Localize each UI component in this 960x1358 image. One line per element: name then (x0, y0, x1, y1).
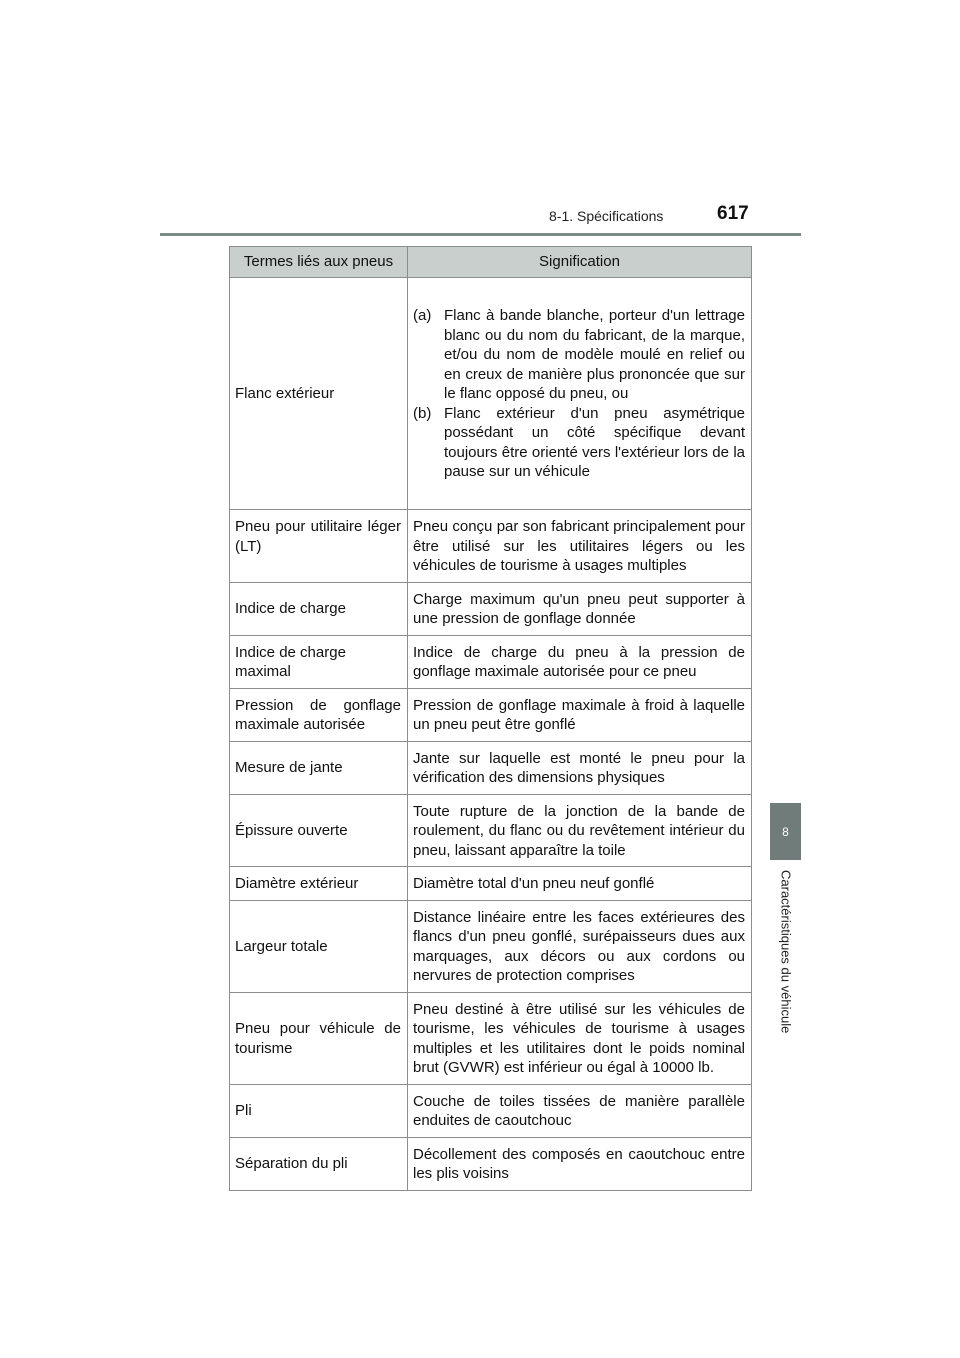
meaning-cell: Charge maximum qu'un pneu peut supporter à une pression de gonflage donnée (408, 582, 752, 635)
chapter-number: 8 (782, 824, 789, 839)
meaning-cell: Toute rupture de la jonction de la bande de roulement, du flanc ou du revêtement intérieur du pneu, laissant apparaître la toile (408, 794, 752, 867)
table-header-row (230, 247, 752, 278)
term-cell: Pneu pour véhicule de tourisme (230, 992, 408, 1084)
table-row (230, 794, 752, 867)
meaning-cell: Pneu destiné à être utilisé sur les véhicules de tourisme, les véhicules de tourisme à usages multiples et les utilitaires dont le poids nominal brut (GVWR) est inférieur ou égal à 10000 lb. (408, 992, 752, 1084)
section-title: 8-1. Spécifications (549, 208, 664, 224)
tire-terms-table (229, 246, 752, 1191)
table-row (230, 688, 752, 741)
table-row (230, 900, 752, 992)
meaning-cell: Couche de toiles tissées de manière parallèle enduites de caoutchouc (408, 1084, 752, 1137)
table-row (230, 582, 752, 635)
meaning-cell: Diamètre total d'un pneu neuf gonflé (408, 867, 752, 901)
table-row (230, 278, 752, 510)
term-cell: Pression de gonflage maximale autorisée (230, 688, 408, 741)
list-item-label: (a) (413, 307, 432, 325)
table-row (230, 992, 752, 1084)
meaning-cell: Indice de charge du pneu à la pression de gonflage maximale autorisée pour ce pneu (408, 635, 752, 688)
meaning-cell: Jante sur laquelle est monté le pneu pour la vérification des dimensions physiques (408, 741, 752, 794)
list-item (413, 306, 745, 404)
chapter-tab (770, 803, 801, 860)
term-cell: Pneu pour utilitaire léger (LT) (230, 510, 408, 583)
table-row (230, 867, 752, 901)
list-item-text: Flanc à bande blanche, porteur d'un lettrage blanc ou du nom du fabricant, de la marque, et/ou du nom de modèle moulé en relief ou en creux de manière plus prononcée que sur le flanc opposé du pneu, ou (444, 307, 745, 403)
term-cell: Diamètre extérieur (230, 867, 408, 901)
term-cell: Séparation du pli (230, 1137, 408, 1190)
term-cell: Flanc extérieur (230, 278, 408, 510)
table-row (230, 1084, 752, 1137)
chapter-title: Caractéristiques du véhicule (778, 870, 794, 1034)
meaning-cell: Pneu conçu par son fabricant principalement pour être utilisé sur les utilitaires légers ou les véhicules de tourisme à usages multiples (408, 510, 752, 583)
meaning-cell (408, 278, 752, 510)
meaning-cell: Distance linéaire entre les faces extérieures des flancs d'un pneu gonflé, surépaisseurs dues aux marquages, aux décors ou aux cordons ou nervures de protection comprises (408, 900, 752, 992)
term-cell: Épissure ouverte (230, 794, 408, 867)
table-row (230, 741, 752, 794)
column-header-term: Termes liés aux pneus (230, 247, 408, 278)
list-item (413, 404, 745, 482)
header-divider (160, 233, 801, 236)
table-row (230, 635, 752, 688)
term-cell: Mesure de jante (230, 741, 408, 794)
list-item-text: Flanc extérieur d'un pneu asymétrique possédant un côté spécifique devant toujours être orienté vers l'extérieur lors de la pause sur un véhicule (444, 404, 745, 481)
list-item-label: (b) (413, 404, 432, 422)
term-cell: Largeur totale (230, 900, 408, 992)
column-header-meaning: Signification (408, 247, 752, 278)
meaning-cell: Décollement des composés en caoutchouc entre les plis voisins (408, 1137, 752, 1190)
meaning-cell: Pression de gonflage maximale à froid à laquelle un pneu peut être gonflé (408, 688, 752, 741)
term-cell: Pli (230, 1084, 408, 1137)
page-number: 617 (717, 203, 749, 224)
table-row (230, 510, 752, 583)
term-cell: Indice de charge (230, 582, 408, 635)
table-row (230, 1137, 752, 1190)
term-cell: Indice de charge maximal (230, 635, 408, 688)
